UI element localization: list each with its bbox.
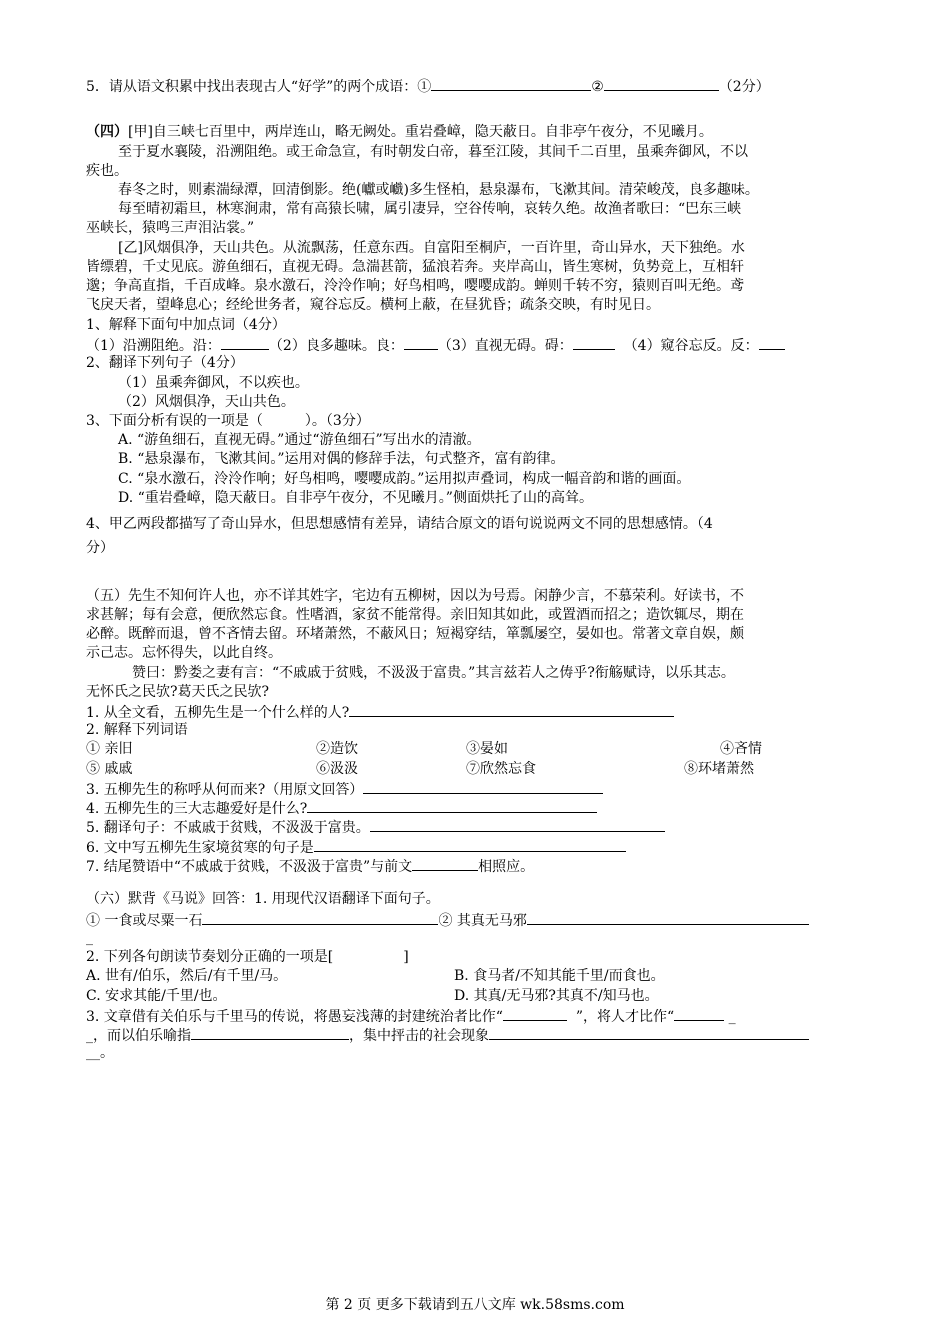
answer-blank[interactable] (759, 335, 785, 350)
section-4-line: （四）[甲]自三峡七百里中，两岸连山，略无阙处。重岩叠嶂，隐天蔽日。自非亭午夜分，不见曦月。 (86, 124, 713, 140)
s5-word: ④吝情 (720, 741, 762, 757)
answer-blank[interactable] (363, 779, 603, 794)
section-4-line: 邈；争高直指，千百成峰。泉水激石，泠泠作响；好鸟相鸣，嘤嘤成韵。蝉则千转不穷，猿则百叫无绝。鸢 (86, 278, 744, 294)
s6-question-3-end: __。 (86, 1045, 114, 1061)
answer-blank[interactable] (674, 1006, 724, 1021)
s6-question-2: 2. 下列各句朗读节奏划分正确的一项是[ ] (86, 949, 409, 965)
s5-question-6: 6. 文中写五柳先生家境贫寒的句子是 (86, 837, 626, 857)
answer-blank[interactable] (191, 1025, 349, 1040)
s4-question-2b: （2）风烟俱净，天山共色。 (118, 394, 295, 410)
s5-question-2: 2. 解释下列词语 (86, 722, 188, 738)
s4-option-b: B. “悬泉瀑布，飞漱其间。”运用对偶的修辞手法，句式整齐，富有韵律。 (118, 451, 565, 467)
s4-question-3: 3、下面分析有误的一项是（ ）。（3分） (86, 413, 370, 429)
s6-option-d: D. 其真/无马邪?其真不/知马也。 (454, 988, 659, 1004)
s6-question-3: 3. 文章借有关伯乐与千里马的传说，将愚妄浅薄的封建统治者比作“ ”，将人才比作“ _ (86, 1006, 736, 1026)
answer-blank[interactable] (202, 910, 438, 925)
s5-question-3: 3. 五柳先生的称呼从何而来?（用原文回答） (86, 779, 603, 799)
s4-question-2: 2、翻译下列句子（4分） (86, 355, 244, 371)
s5-word: ⑤ 戚戚 (86, 761, 133, 777)
s5-question-5: 5. 翻译句子：不戚戚于贫贱，不汲汲于富贵。 (86, 817, 665, 837)
section-5-line: （五）先生不知何许人也，亦不详其姓字，宅边有五柳树，因以为号焉。闲静少言，不慕荣利。好读书，不 (86, 588, 744, 604)
s4-option-c: C. “泉水激石，泠泠作响；好鸟相鸣，嘤嘤成韵。”运用拟声叠词，构成一幅音韵和谐的画面。 (118, 471, 691, 487)
answer-blank[interactable] (221, 335, 269, 350)
answer-blank[interactable] (503, 1006, 567, 1021)
s6-underscore: _ (86, 930, 93, 946)
s5-question-1: 1. 从全文看，五柳先生是一个什么样的人? (86, 702, 674, 722)
answer-blank[interactable] (573, 335, 615, 350)
page-footer: 第 2 页 更多下载请到五八文库 wk.58sms.com (325, 1297, 625, 1313)
s4-question-1-items: （1）沿溯阻绝。沿： （2）良多趣味。良： （3）直视无碍。碍： （4）窥谷忘反。反： (86, 335, 785, 355)
section-5-line: 求甚解；每有会意，便欣然忘食。性嗜酒，家贫不能常得。亲旧知其如此，或置酒而招之；造饮辄尽，期在 (86, 607, 744, 623)
s5-word: ⑧环堵萧然 (684, 761, 754, 777)
section-5-line: 赞曰：黔娄之妻有言：“不戚戚于贫贱，不汲汲于富贵。”其言兹若人之俦乎?衔觞赋诗，以乐其志。 (132, 665, 735, 681)
s6-translate: ① 一食或尽粟一石 ② 其真无马邪 (86, 910, 809, 930)
s6-option-c: C. 安求其能/千里/也。 (86, 988, 227, 1004)
s4-question-4: 4、甲乙两段都描写了奇山异水，但思想感情有差异，请结合原文的语句说说两文不同的思想感情。（4 (86, 516, 713, 532)
section-4-line: [乙]风烟俱净，天山共色。从流飘荡，任意东西。自富阳至桐庐，一百许里，奇山异水，天下独绝。水 (118, 240, 745, 256)
answer-blank[interactable] (527, 910, 809, 925)
section-4-line: 每至晴初霜旦，林寒涧肃，常有高猿长啸，属引凄异，空谷传响，哀转久绝。故渔者歌曰：“巴东三峡 (118, 201, 742, 217)
s5-word: ③晏如 (466, 741, 508, 757)
answer-blank[interactable] (370, 817, 665, 832)
answer-blank[interactable] (489, 1025, 809, 1040)
s5-word: ⑦欣然忘食 (466, 761, 536, 777)
s5-word: ②造饮 (316, 741, 358, 757)
s4-question-1: 1、解释下面句中加点词（4分） (86, 317, 286, 333)
section-6-line: （六）默背《马说》回答：1. 用现代汉语翻译下面句子。 (86, 891, 440, 907)
s5-question-4: 4. 五柳先生的三大志趣爱好是什么? (86, 798, 597, 818)
s5-word: ⑥汲汲 (316, 761, 358, 777)
section-4-line: 疾也。 (86, 163, 128, 179)
s4-option-d: D. “重岩叠嶂，隐天蔽日。自非亭午夜分，不见曦月。”侧面烘托了山的高耸。 (118, 490, 593, 506)
section-5-line: 示己志。忘怀得失，以此自终。 (86, 645, 282, 661)
section-5-line: 必醉。既醉而退，曾不吝情去留。环堵萧然，不蔽风日；短褐穿结，箪瓢屡空，晏如也。常著文章自娱，颇 (86, 626, 744, 642)
answer-blank[interactable] (349, 702, 674, 717)
s5-question-7: 7. 结尾赞语中“不戚戚于贫贱，不汲汲于富贵”与前文 相照应。 (86, 856, 534, 876)
answer-blank[interactable] (404, 335, 438, 350)
s4-option-a: A. “游鱼细石，直视无碍。”通过“游鱼细石”写出水的清澈。 (118, 432, 481, 448)
section-4-line: 飞戾天者，望峰息心；经纶世务者，窥谷忘反。横柯上蔽，在昼犹昏；疏条交映，有时见日。 (86, 297, 660, 313)
section-4-line: 春冬之时，则素湍绿潭，回清倒影。绝(巘或巇)多生怪柏，悬泉瀑布，飞漱其间。清荣峻茂，良多趣味。 (118, 182, 759, 198)
section-4-line: 皆缥碧，千丈见底。游鱼细石，直视无碍。急湍甚箭，猛浪若奔。夹岸高山，皆生寒树，负势竞上，互相轩 (86, 259, 744, 275)
answer-blank[interactable] (307, 798, 597, 813)
s6-option-b: B. 食马者/不知其能千里/而食也。 (454, 968, 665, 984)
s6-option-a: A. 世有/伯乐，然后/有千里/马。 (86, 968, 288, 984)
section-4-line: 至于夏水襄陵，沿溯阻绝。或王命急宣，有时朝发白帝，暮至江陵，其间千二百里，虽乘奔御风，不以 (118, 144, 748, 160)
s4-question-4-cont: 分） (86, 540, 114, 556)
s4-question-2a: （1）虽乘奔御风，不以疾也。 (118, 375, 309, 391)
s6-question-3-cont: _，而以伯乐喻指 ，集中抨击的社会现象 (86, 1025, 809, 1045)
s5-word: ① 亲旧 (86, 741, 133, 757)
section-4-line: 巫峡长，猿鸣三声泪沾裳。” (86, 220, 255, 236)
answer-blank[interactable] (314, 837, 626, 852)
section-5-line: 无怀氏之民欤?葛天氏之民欤? (86, 684, 270, 700)
answer-blank[interactable] (412, 856, 478, 871)
answer-blank[interactable] (604, 76, 719, 91)
question-5: 5．请从语文积累中找出表现古人“好学”的两个成语：① ② （2分） (86, 76, 770, 96)
answer-blank[interactable] (431, 76, 591, 91)
